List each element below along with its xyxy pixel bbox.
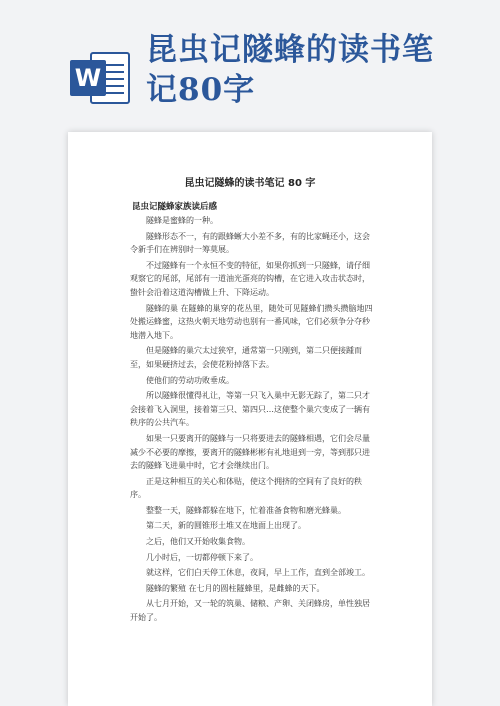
paragraph: 但是隧蜂的巢穴太过狭窄，通常第一只刚到，第二只便接踵而至，如果硬挤过去，会使花粉掉落下去。 [130,346,362,369]
paragraph: 隧蜂是蜜蜂的一种。 [146,216,218,225]
paragraph: 不过隧蜂有一个永恒不变的特征，如果你抓到一只隧蜂，请仔细观察它的尾部，尾部有一道油光蛋亮的钩槽，在它进入攻击状态时，蛰针会沿着这道沟槽做上升、下降运动。 [130,260,370,297]
page-header [0,0,500,120]
paragraph: 如果一只要离开的隧蜂与一只将要进去的隧蜂相遇，它们会尽量减少不必要的摩擦，要离开的隧蜂彬彬有礼地退到一旁，等到那只进去的隧蜂飞进巢中时，它才会继续出门。 [130,433,370,471]
paragraph: 隧蜂的巢 在隧蜂的巢穿的花丛里，随处可见隧蜂们攒头攒脑地四处搬运蜂蜜，这热火朝天地劳动也别有一番风味，它们必须争分夺秒地潜入地下。 [130,303,373,340]
paragraph: 第二天，新的圆锥形土堆又在地面上出现了。 [146,521,306,531]
paragraph: 从七月开始，又一轮的筑巢、储粮、产卵、关闭蜂房，单性独居开始了。 [130,599,370,623]
word-badge: W [70,60,106,96]
document-title: 昆虫记隧蜂的读书笔记 80 字 [184,178,316,189]
paragraph: 之后，他们又开始收集食物。 [146,537,250,547]
document-page [68,132,432,706]
paragraph: 就这样，它们白天停工休息，夜间，早上工作，直到全部竣工。 [146,568,370,578]
document-subheading: 昆虫记隧蜂家族读后感 [132,202,218,212]
page-title: 昆虫记隧蜂的读书笔记80字 [146,32,434,108]
paragraph: 隧蜂的繁殖 在七月的圆柱隧蜂里，是雌蜂的天下。 [146,583,325,593]
word-document-icon [70,46,132,108]
paragraph: 正是这种相互的关心和体贴，使这个拥挤的空间有了良好的秩序。 [130,476,362,500]
paragraph: 整整一天，隧蜂都躲在地下，忙着准备食物和磨光蜂巢。 [146,505,346,515]
paragraph: 使他们的劳动功败垂成。 [146,375,234,385]
paragraph: 几小时后，一切都停顿下来了。 [146,552,258,562]
paragraph: 所以隧蜂很懂得礼让，等第一只飞入巢中无影无踪了，第二只才会接着飞入洞里，接着第三只、第四只…这使整个巢穴变成了一辆有秩序的公共汽车。 [130,391,370,428]
document-body [130,214,376,627]
paragraph: 隧蜂形态不一，有的跟蜂蜥大小差不多，有的比家蝇还小，这会令新手们在辨别时一筹莫展。 [130,231,370,255]
